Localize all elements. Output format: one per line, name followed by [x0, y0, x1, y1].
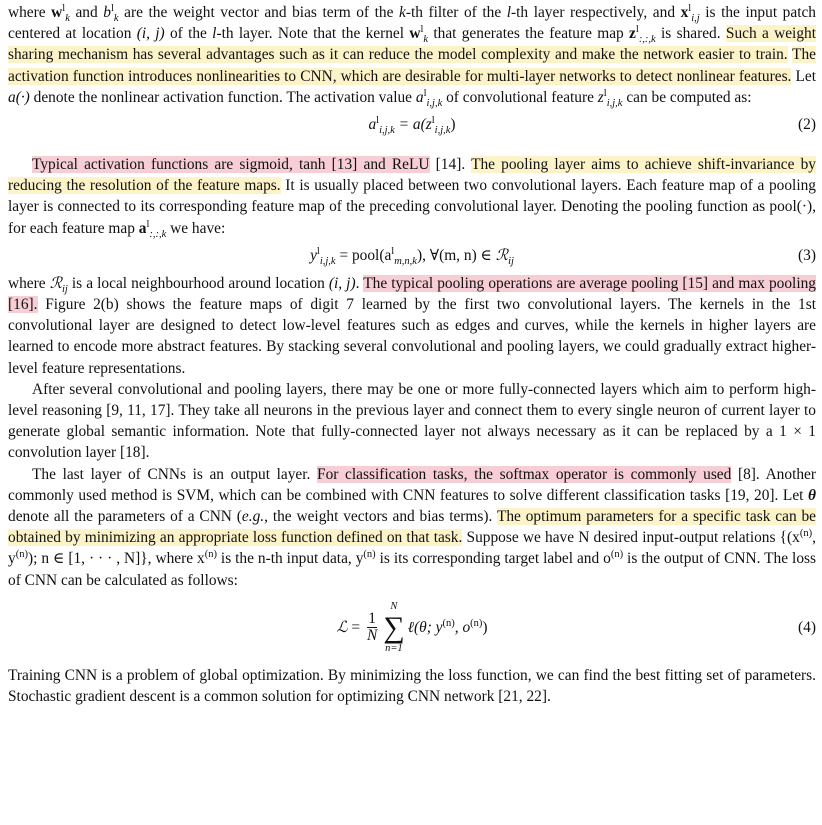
- paragraph-fully-connected: After several convolutional and pooling layers, there may be one or more fully-connected layers which aim to perform high-level reasoning [9, 11, 17]. They take all neurons in the previous layer and connect them to every single neuron of current layer to generate global semantic information. Note that fully-connected layer not always necessary as it can be replaced by a 1 × 1 convolution layer [18].: [8, 380, 816, 462]
- equation-number: (4): [798, 619, 816, 637]
- fraction: $\frac{1}{N}$: [366, 610, 378, 645]
- equation-2: $a^l_{i,j,k} = a(z^l_{i,j,k})$ (2): [368, 115, 816, 137]
- highlight-activation-types: Typical activation functions are sigmoid, tanh [13] and ReLU: [32, 156, 430, 174]
- paragraph-training: Training CNN is a problem of global optimization. By minimizing the loss function, we can find the best fitting set of parameters. Stochastic gradient descent is a common solution for optimizing CNN network [21, 22].: [8, 666, 816, 706]
- highlight-activation-function: The activation function introduces nonlinearities to CNN, which are desirable for multi-layer networks to detect nonlinear features.: [8, 46, 816, 85]
- paragraph-pooling-ops: where ℛ$_{ij}$ is a local neighbourhood around location (i, j). The typical pooling operations are average pooling [15] and max pooling [16]. Figure 2(b) shows the feature maps of digit 7 learned by the first two convolutional layers. The kernels in the 1st convolutional layer are designed to detect low-level features such as edges and curves, while the kernels in higher layers are learned to encode more abstract features. By stacking several convolutional and pooling layers, we could gradually extract higher-level feature representations.: [8, 274, 817, 377]
- highlight-optimum-parameters: The optimum parameters for a specific task can be obtained by minimizing an appropriate loss function defined on that task.: [8, 508, 817, 547]
- equation-number: (2): [798, 116, 816, 134]
- paragraph-pooling: Typical activation functions are sigmoid, tanh [13] and ReLU [14]. The pooling layer aims to achieve shift-invariance by reducing the resolution of the feature maps. It is usually placed between two convolutional layers. Each feature map of a pooling layer is connected to its corresponding feature map of the preceding convolutional layer. Denoting the pooling function as pool(·), for each feature map $a^l_{:,:,k}$ we have:: [8, 156, 816, 240]
- summation: N ∑ n=1: [383, 600, 405, 654]
- highlight-weight-sharing: Such a weight sharing mechanism has several advantages such as it can reduce the model complexity and make the network easier to train.: [8, 25, 816, 64]
- highlight-pooling-operations: The typical pooling operations are average pooling [15] and max pooling [16].: [8, 274, 817, 314]
- equation-number: (3): [798, 247, 816, 265]
- equation-4: ℒ = $\frac{1}{N}$ N ∑ n=1 ℓ(θ; $y^{(n)}$, $o^{(n)}$) (4): [336, 600, 816, 654]
- paragraph-convolution-weights: where $w^l_k$ and $b^l_k$ are the weight vector and bias term of the k-th filter of the l-th layer respectively, and $x^l_{i,j}$ is the input patch centered at location (i, j) of the l-th layer. Note that the kernel $w^l_k$ that generates the feature map $z^l_{:,:,k}$ is shared. Such a weight sharing mechanism has several advantages such as it can reduce the model complexity and make the network easier to train. The activation function introduces nonlinearities to CNN, which are desirable for multi-layer networks to detect nonlinear features. Let a(·) denote the nonlinear activation function. The activation value $a^l_{i,j,k}$ of convolutional feature $z^l_{i,j,k}$ can be computed as:: [8, 2, 816, 109]
- highlight-softmax: For classification tasks, the softmax operator is commonly used: [317, 465, 732, 483]
- highlight-pooling-purpose: The pooling layer aims to achieve shift-invariance by reducing the resolution of the feature maps.: [8, 156, 816, 195]
- equation-3: $y^l_{i,j,k}$ = $pool(a^l_{m,n,k})$, ∀(m, n) ∈ ℛ$_{ij}$ (3): [310, 246, 816, 268]
- paper-page: [8, 2, 816, 707]
- paragraph-output-layer: The last layer of CNNs is an output layer. For classification tasks, the softmax operator is commonly used [8]. Another commonly used method is SVM, which can be combined with CNN features to solve different classification tasks [19, 20]. Let θ denote all the parameters of a CNN (e.g., the weight vectors and bias terms). The optimum parameters for a specific task can be obtained by minimizing an appropriate loss function defined on that task. Suppose we have N desired input-output relations {($x^{(n)}$, $y^{(n)}$); n ∈ [1, · · · , N]}, where $x^{(n)}$ is the n-th input data, $y^{(n)}$ is its corresponding target label and $o^{(n)}$ is the output of CNN. The loss of CNN can be calculated as follows:: [8, 465, 817, 589]
